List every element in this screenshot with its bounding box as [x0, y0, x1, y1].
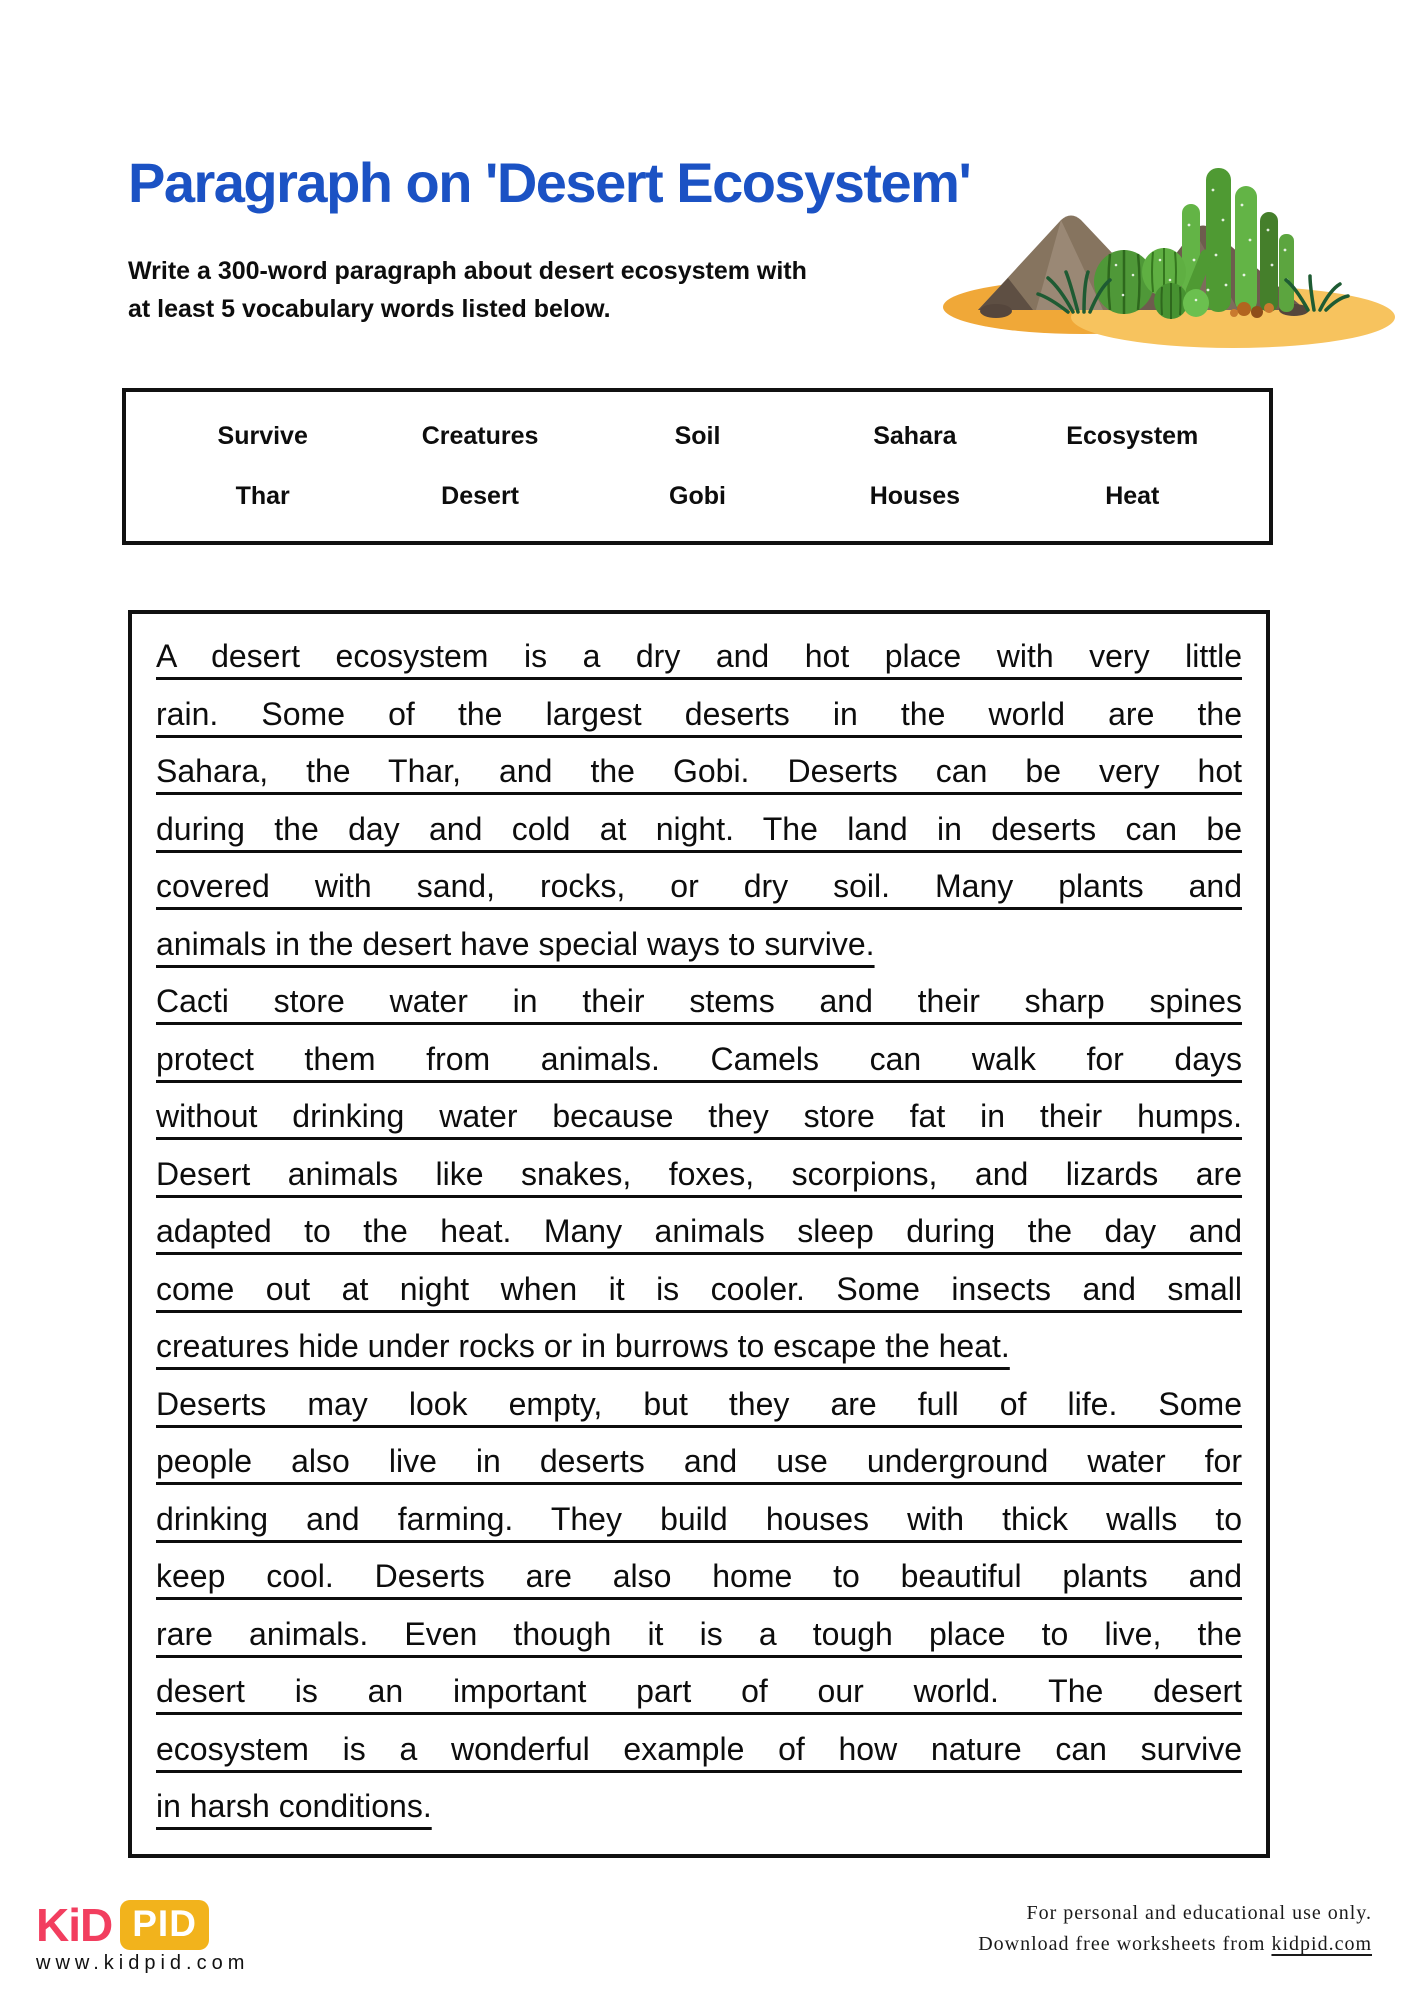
worksheet-instructions [128, 252, 807, 328]
vocab-word: Sahara [873, 421, 957, 450]
essay-line: drinking and farming. They build houses with thick walls to [156, 1500, 1242, 1537]
vocab-word: Survive [217, 421, 308, 450]
essay-line: rain. Some of the largest deserts in the world are the [156, 695, 1242, 732]
essay-line: adapted to the heat. Many animals sleep during the day and [156, 1213, 1242, 1249]
essay-line: without drinking water because they store fat in their humps. [156, 1098, 1242, 1134]
logo-kid-text: KiD [36, 1899, 113, 1951]
instruction-line: Write a 300-word paragraph about desert ecosystem with [128, 257, 807, 285]
essay-line: animals in the desert have special ways to survive. [156, 925, 875, 962]
vocab-word: Thar [235, 482, 290, 511]
footer-note [978, 1898, 1372, 1960]
essay-line: Cacti store water in their stems and their sharp spines [156, 983, 1242, 1019]
desert-illustration [938, 160, 1398, 352]
essay-line: Sahara, the Thar, and the Gobi. Deserts can be very hot [156, 753, 1242, 789]
essay-line: desert is an important part of our world. The desert [156, 1673, 1242, 1709]
vocab-word: Soil [674, 421, 721, 450]
vocabulary-box [122, 388, 1273, 545]
essay-line: keep cool. Deserts are also home to beautiful plants and [156, 1558, 1242, 1594]
essay-box [128, 610, 1270, 1858]
vocab-word: Gobi [669, 482, 726, 511]
essay-line: come out at night when it is cooler. Some insects and small [156, 1270, 1242, 1307]
essay-line: during the day and cold at night. The land in deserts can be [156, 810, 1242, 847]
desert-scene-icon [938, 160, 1398, 352]
essay-line: Deserts may look empty, but they are full of life. Some [156, 1385, 1242, 1422]
logo-pid-badge: PID [120, 1900, 209, 1950]
essay-line: rare animals. Even though it is a tough place to live, the [156, 1615, 1242, 1652]
footer-website-url: www.kidpid.com [36, 1952, 250, 1974]
vocab-word: Creatures [421, 421, 539, 450]
footer-note-line1: For personal and educational use only. [1026, 1902, 1372, 1924]
vocab-word: Houses [869, 482, 961, 511]
essay-line: protect them from animals. Camels can walk for days [156, 1040, 1242, 1077]
essay-line: covered with sand, rocks, or dry soil. Many plants and [156, 868, 1242, 904]
vocab-word: Ecosystem [1066, 421, 1199, 450]
footer-note-line2 [978, 1929, 1372, 1960]
instruction-line: at least 5 vocabulary words listed below. [128, 295, 611, 323]
essay-line: people also live in deserts and use underground water for [156, 1443, 1242, 1479]
footer-note-line2-text: Download free worksheets from [978, 1933, 1272, 1955]
essay-line: ecosystem is a wonderful example of how nature can survive [156, 1730, 1242, 1767]
vocab-word: Heat [1105, 482, 1160, 511]
kidpid-link[interactable]: kidpid.com [1271, 1933, 1372, 1955]
page-title: Paragraph on 'Desert Ecosystem' [128, 151, 971, 214]
essay-line: A desert ecosystem is a dry and hot place with very little [156, 638, 1242, 674]
essay-line: in harsh conditions. [156, 1788, 432, 1824]
vocab-word: Desert [441, 482, 519, 511]
essay-line: creatures hide under rocks or in burrows to escape the heat. [156, 1328, 1010, 1364]
essay-text [156, 628, 1242, 1836]
kidpid-logo [36, 1898, 209, 1952]
essay-line: Desert animals like snakes, foxes, scorpions, and lizards are [156, 1155, 1242, 1192]
